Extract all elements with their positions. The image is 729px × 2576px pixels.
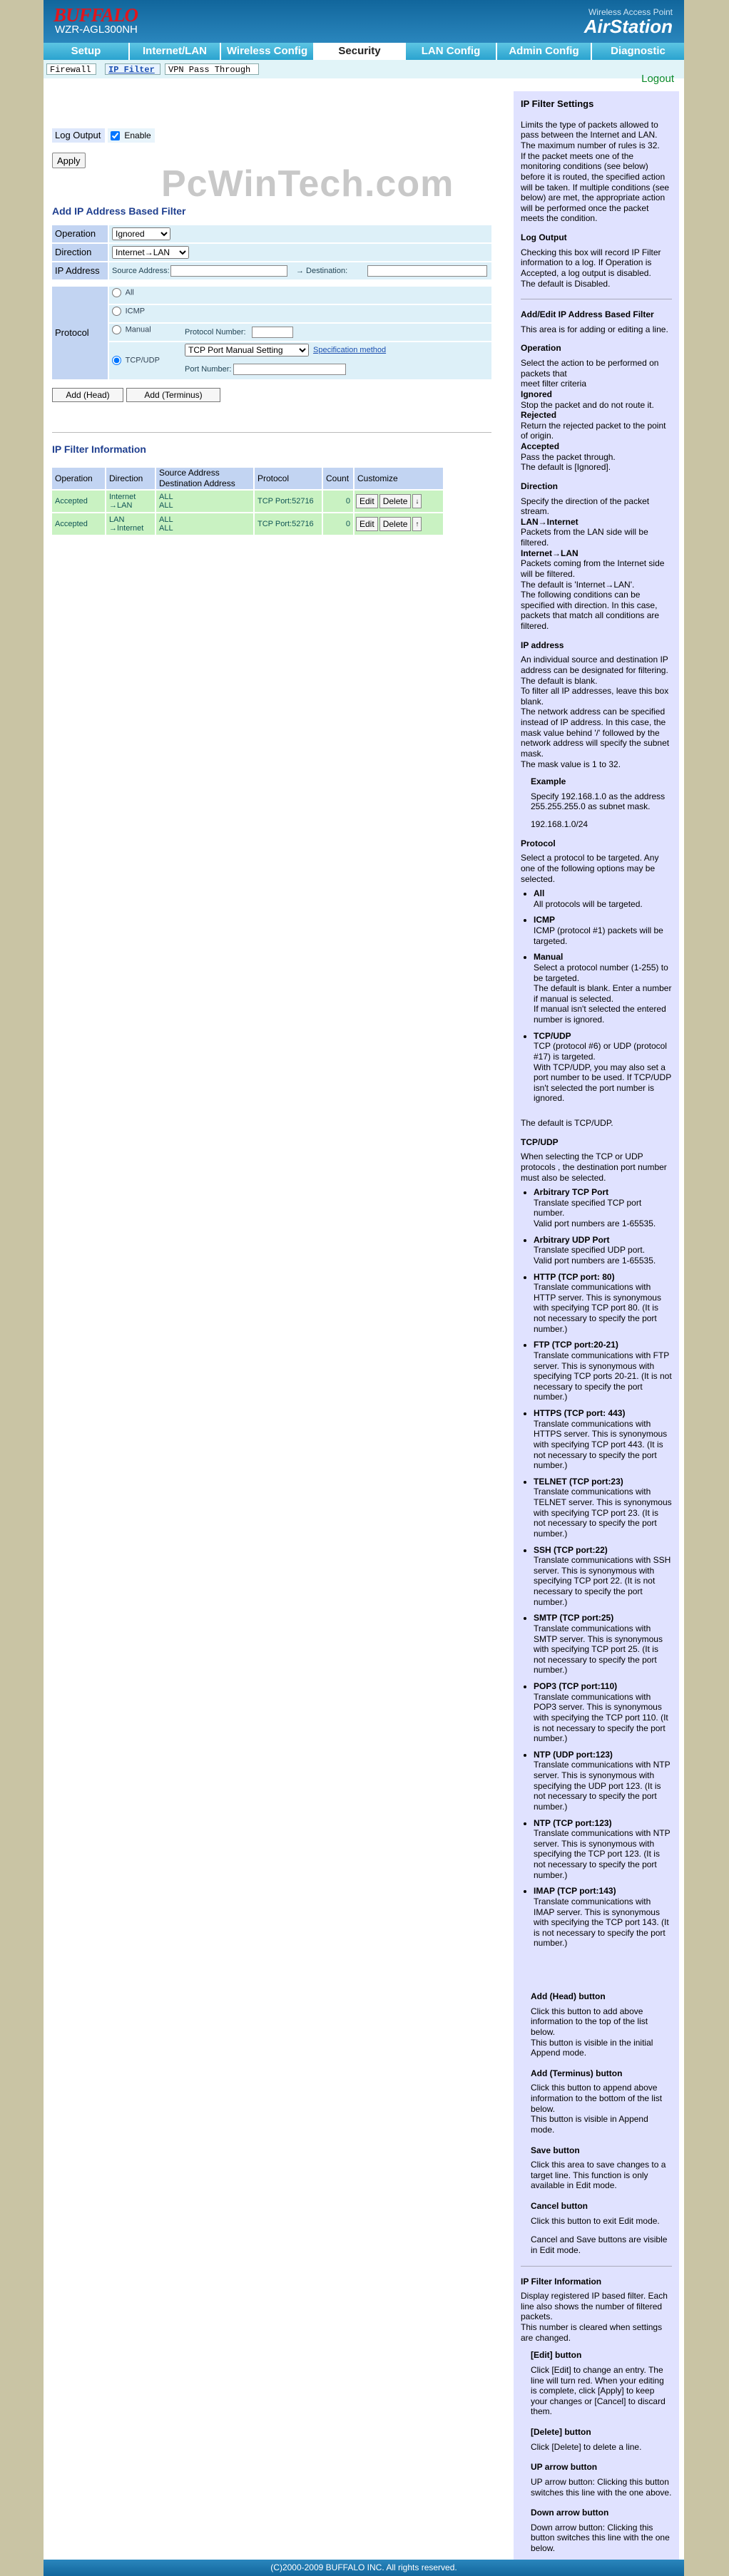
protocol-tcpudp-label: TCP/UDP (125, 356, 160, 365)
tab-internet-lan[interactable]: Internet/LAN (130, 43, 221, 60)
row-protocol: TCP Port:52716 (255, 513, 322, 535)
help-direction-title: Direction (521, 481, 559, 491)
source-address-input[interactable] (170, 265, 287, 277)
model-name: WZR-AGL300NH (55, 24, 138, 36)
row-count: 0 (323, 491, 353, 512)
header (44, 0, 684, 43)
col-direction: Direction (106, 468, 155, 489)
row-direction-target: →Internet (109, 524, 144, 533)
page-frame (44, 0, 684, 2576)
protocol-all-radio[interactable] (112, 288, 121, 297)
airstation-logo: AirStation (583, 16, 673, 37)
tab-lan-config[interactable]: LAN Config (406, 43, 497, 60)
port-type-select[interactable] (185, 344, 309, 356)
main-nav (44, 43, 684, 60)
buffalo-logo: BUFFALO (53, 4, 138, 26)
row-count: 0 (323, 513, 353, 535)
log-output-label: Log Output (52, 128, 105, 143)
col-addresses (156, 468, 253, 489)
ip-address-label: IP Address (52, 262, 108, 279)
port-number-input[interactable] (233, 364, 346, 375)
logout-link[interactable]: Logout (641, 73, 674, 85)
tab-setup[interactable]: Setup (44, 43, 130, 60)
subtab-ip-filter[interactable]: IP Filter (105, 63, 160, 75)
col-operation: Operation (52, 468, 105, 489)
row-source: ALL (159, 493, 173, 501)
log-enable-label: Enable (124, 130, 151, 140)
row-protocol: TCP Port:52716 (255, 491, 322, 512)
row-operation: Accepted (52, 491, 105, 512)
help-log-text: Checking this box will record IP Filter information to a log. If Operation is Accepted, a log output is disabled. The default is Disabled. (521, 247, 661, 289)
edit-button[interactable]: Edit (356, 517, 378, 531)
col-protocol: Protocol (255, 468, 322, 489)
footer: (C)2000-2009 BUFFALO INC. All rights reserved. (44, 2560, 684, 2576)
port-number-label: Port Number: (185, 365, 232, 374)
help-add-title: Add/Edit IP Address Based Filter (521, 309, 654, 320)
log-enable-checkbox[interactable] (111, 131, 120, 140)
direction-row (52, 244, 491, 261)
help-info-title: IP Filter Information (521, 2276, 602, 2287)
help-operation-title: Operation (521, 343, 561, 354)
section-divider (52, 432, 491, 433)
row-direction: LAN (109, 515, 125, 524)
protocol-tcpudp-radio[interactable] (112, 356, 121, 365)
help-tcpudp-title: TCP/UDP (521, 1136, 559, 1147)
protocol-icmp-radio[interactable] (112, 307, 121, 316)
log-output-value (108, 128, 155, 143)
col-count: Count (323, 468, 353, 489)
ip-address-row (52, 262, 491, 279)
col-destination-address: Destination Address (159, 478, 235, 488)
protocol-manual-label: Manual (125, 325, 151, 334)
row-operation: Accepted (52, 513, 105, 535)
help-ip-filter-title: IP Filter Settings (521, 98, 594, 109)
help-divider (521, 2266, 672, 2267)
apply-button[interactable]: Apply (52, 153, 86, 168)
operation-row (52, 225, 491, 242)
direction-select[interactable] (112, 246, 189, 259)
help-protocol-list: • All All protocols will be targeted. • ICMP ICMP (protocol #1) packets will be targeted. • Manual Select a protocol number (1-255) to be targeted. The default is blank. Enter a number if manual is selected. If manual isn't selected the entered number is ignored. • TCP/UDP TCP (protocol #6) or UDP (protocol #17) is targeted. With TCP/UDP, you may also set a port number to be used. If TCP/UDP isn't selected the port number is ignored. (521, 888, 672, 1104)
operation-label: Operation (52, 225, 108, 242)
help-protocol-title: Protocol (521, 838, 556, 848)
protocol-number-input[interactable] (252, 327, 293, 338)
protocol-manual-radio[interactable] (112, 325, 121, 334)
edit-button[interactable]: Edit (356, 494, 378, 508)
destination-address-label: → Destination: (296, 267, 348, 275)
row-source: ALL (159, 515, 173, 524)
row-direction-target: →LAN (109, 501, 133, 510)
row-destination: ALL (159, 524, 173, 533)
help-ip-title: IP address (521, 640, 564, 650)
subtab-vpn-pass-through[interactable]: VPN Pass Through (165, 63, 259, 75)
tab-diagnostic[interactable]: Diagnostic (592, 43, 684, 60)
protocol-all-label: All (125, 288, 134, 297)
sub-nav (44, 60, 684, 78)
watermark: PcWinTech.com (161, 163, 454, 205)
source-address-label: Source Address: (112, 267, 170, 275)
add-filter-title: Add IP Address Based Filter (52, 205, 186, 217)
row-direction: Internet (109, 493, 136, 501)
direction-label: Direction (52, 244, 108, 261)
up-arrow-button[interactable]: ↑ (412, 517, 422, 531)
tab-security[interactable]: Security (315, 43, 406, 60)
row-destination: ALL (159, 501, 173, 510)
protocol-icmp-label: ICMP (125, 307, 146, 316)
table-row (52, 491, 443, 512)
specification-method-link[interactable]: Specification method (313, 346, 387, 354)
col-customize: Customize (355, 468, 443, 489)
down-arrow-button[interactable]: ↓ (412, 494, 422, 508)
add-terminus-button[interactable]: Add (Terminus) (126, 388, 220, 402)
table-row (52, 513, 443, 535)
protocol-label: Protocol (52, 287, 108, 379)
destination-address-input[interactable] (367, 265, 487, 277)
col-source-address: Source Address (159, 468, 220, 478)
subtab-firewall[interactable]: Firewall (46, 63, 96, 75)
delete-button[interactable]: Delete (379, 517, 412, 531)
delete-button[interactable]: Delete (379, 494, 412, 508)
ip-filter-info-title: IP Filter Information (52, 443, 146, 455)
tab-wireless-config[interactable]: Wireless Config (221, 43, 315, 60)
help-sidebar: IP Filter Settings Limits the type of packets allowed to pass between the Internet and LAN. The maximum number of rules is 32. If the packet meets one of the monitoring conditions (see below) before it is routed, the specified action will be taken. If multiple conditions (see below) are met, the appropriate action will be performed once the packet meets the condition. Log Output Checking this box will record IP Filter information to a log. If Operation is Accepted, a log output is disabled. The default is Disabled. Add/Edit IP Address Based Filter This area is for adding or editing a line. Operation Select the action to be performed on packets that meet filter criteria Ignored Stop the packet and do not route it. Rejected Return the rejected packet to the point of origin. Accepted Pass the packet through. The default is [Ignored]. Direction Specify the direction of the packet stream. LAN→Internet Packets from the LAN side will be filtered. Internet→LAN Packets coming from the Internet side will be filtered. The default is 'Internet→LAN'. The following conditions can be specified with direction. In this case, packets that match all conditions are filtered. IP address An individual source and destination IP address can be designated for filtering. The default is blank. To filter all IP addresses, leave this box blank. The network address can be specified instead of IP address. In this case, the mask value behind '/' followed by the network address will specify the subnet mask. The mask value is 1 to 32. Example Specify 192.168.1.0 as the address 255.255.255.0 as subnet mask. 192.168.1.0/24 Protocol Select a protocol to be targeted. Any one of the following options may be selected. • All All protocols will be targeted. • ICMP ICMP (protocol #1) packets will be targeted. • Manual Select a protocol number (1-255) to be targeted. The default is blank. Enter a number if manual is selected. If manual isn't selected the entered number is ignored. • TCP/UDP TCP (protocol #6) or UDP (protocol #17) is targeted. With TCP/UDP, you may also set a port number to be used. If TCP/UDP isn't selected the port number is ignored. The default is TCP/UDP. TCP/UDP When selecting the TCP or UDP protocols , the destination port number must also be selected. • Arbitrary TCP Port Translate specified TCP port number. Valid port numbers are 1-65535. • Arbitrary UDP Port Translate specified UDP port. Valid port numbers are 1-65535. • HTTP (TCP port: 80) Translate communications with HTTP server. This is synonymous with specifying TCP port 80. (It is not necessary to specify the port number.) • FTP (TCP port:20-21) Translate communications with FTP server. This is synonymous with specifying TCP ports 20-21. (It is not necessary to specify the port number.) • HTTPS (TCP port: 443) Translate communications with HTTPS server. This is synonymous with specifying TCP port 443. (It is not necessary to specify the port number.) • TELNET (TCP port:23) Translate communications with TELNET server. This is synonymous with specifying TCP port 23. (It is not necessary to specify the port number.) • SSH (TCP port:22) Translate communications with SSH server. This is synonymous with specifying TCP port 22. (It is not necessary to specify the port number.) • SMTP (TCP port:25) Translate communications with SMTP server. This is synonymous with specifying TCP port 25. (It is not necessary to specify the port number.) • POP3 (TCP port:110) Translate communications with POP3 server. This is synonymous with specifying the TCP port 110. (It is not necessary to specify the port number.) • NTP (UDP port:123) Translate communications with NTP server. This is synonymous with specifying the UDP port 123. (It is not necessary to specify the port number.) • NTP (TCP port:123) Translate communications with NTP server. This is synonymous with specifying the TCP port 123. (It is not necessary to specify the port number.) • IMAP (TCP port:143) Translate communications with IMAP server. This is synonymous with specifying the TCP port 143. (It is not necessary to specify the port number.) Add (Head) button Click this button to add above information to the top of the list below. This button is visible in the initial Append mode. Add (Terminus) button Click this button to append above information to the bottom of the list below. This button is visible in Append mode. Save button Click this area to save changes to a target line. This function is only available in Edit mode. Cancel button Click this button to exit Edit mode. Cancel and Save buttons are visible in Edit mode. IP Filter Information Display registered IP based filter. Each line also shows the number of filtered packets. This number is cleared when settings are changed. [Edit] button Click [Edit] to change an entry. The line will turn red. When your editing is complete, click [Apply] to keep your changes or [Cancel] to discard them. [Delete] button Click [Delete] to delete a line. UP arrow button UP arrow button: Clicking this button switches this line with the one above. Down arrow button Down arrow button: Clicking this button switches this line with the one below. (514, 91, 679, 2560)
operation-select[interactable] (112, 227, 170, 240)
help-add-text: This area is for adding or editing a line. (521, 324, 668, 334)
help-ip-filter-text: Limits the type of packets allowed to pass between the Internet and LAN. The maximum number of rules is 32. If the packet meets one of the monitoring conditions (see below) before it is routed, the specified action will be taken. If multiple conditions (see below) are met, the appropriate action will be performed once the packet meets the condition. (521, 119, 670, 224)
add-head-button[interactable]: Add (Head) (52, 388, 123, 402)
help-log-title: Log Output (521, 232, 567, 243)
help-port-list: • Arbitrary TCP Port Translate specified TCP port number. Valid port numbers are 1-65535. • Arbitrary UDP Port Translate specified UDP port. Valid port numbers are 1-65535. • HTTP (TCP port: 80) Translate communications with HTTP server. This is synonymous with specifying TCP port 80. (It is not necessary to specify the port number.) • FTP (TCP port:20-21) Translate communications with FTP server. This is synonymous with specifying TCP ports 20-21. (It is not necessary to specify the port number.) • HTTPS (TCP port: 443) Translate communications with HTTPS server. This is synonymous with specifying TCP port 443. (It is not necessary to specify the port number.) • TELNET (TCP port:23) Translate communications with TELNET server. This is synonymous with specifying TCP port 23. (It is not necessary to specify the port number.) • SSH (TCP port:22) Translate communications with SSH server. This is synonymous with specifying TCP port 22. (It is not necessary to specify the port number.) • SMTP (TCP port:25) Translate communications with SMTP server. This is synonymous with specifying TCP port 25. (It is not necessary to specify the port number.) • POP3 (TCP port:110) Translate communications with POP3 server. This is synonymous with specifying the TCP port 110. (It is not necessary to specify the port number.) • NTP (UDP port:123) Translate communications with NTP server. This is synonymous with specifying the UDP port 123. (It is not necessary to specify the port number.) • NTP (TCP port:123) Translate communications with NTP server. This is synonymous with specifying the TCP port 123. (It is not necessary to specify the port number.) • IMAP (TCP port:143) Translate communications with IMAP server. This is synonymous with specifying the TCP port 143. (It is not necessary to specify the port number.) (521, 1187, 672, 1949)
protocol-number-label: Protocol Number: (185, 328, 246, 337)
protocol-row (52, 287, 491, 379)
tab-admin-config[interactable]: Admin Config (497, 43, 592, 60)
product-line: Wireless Access Point (588, 7, 673, 17)
